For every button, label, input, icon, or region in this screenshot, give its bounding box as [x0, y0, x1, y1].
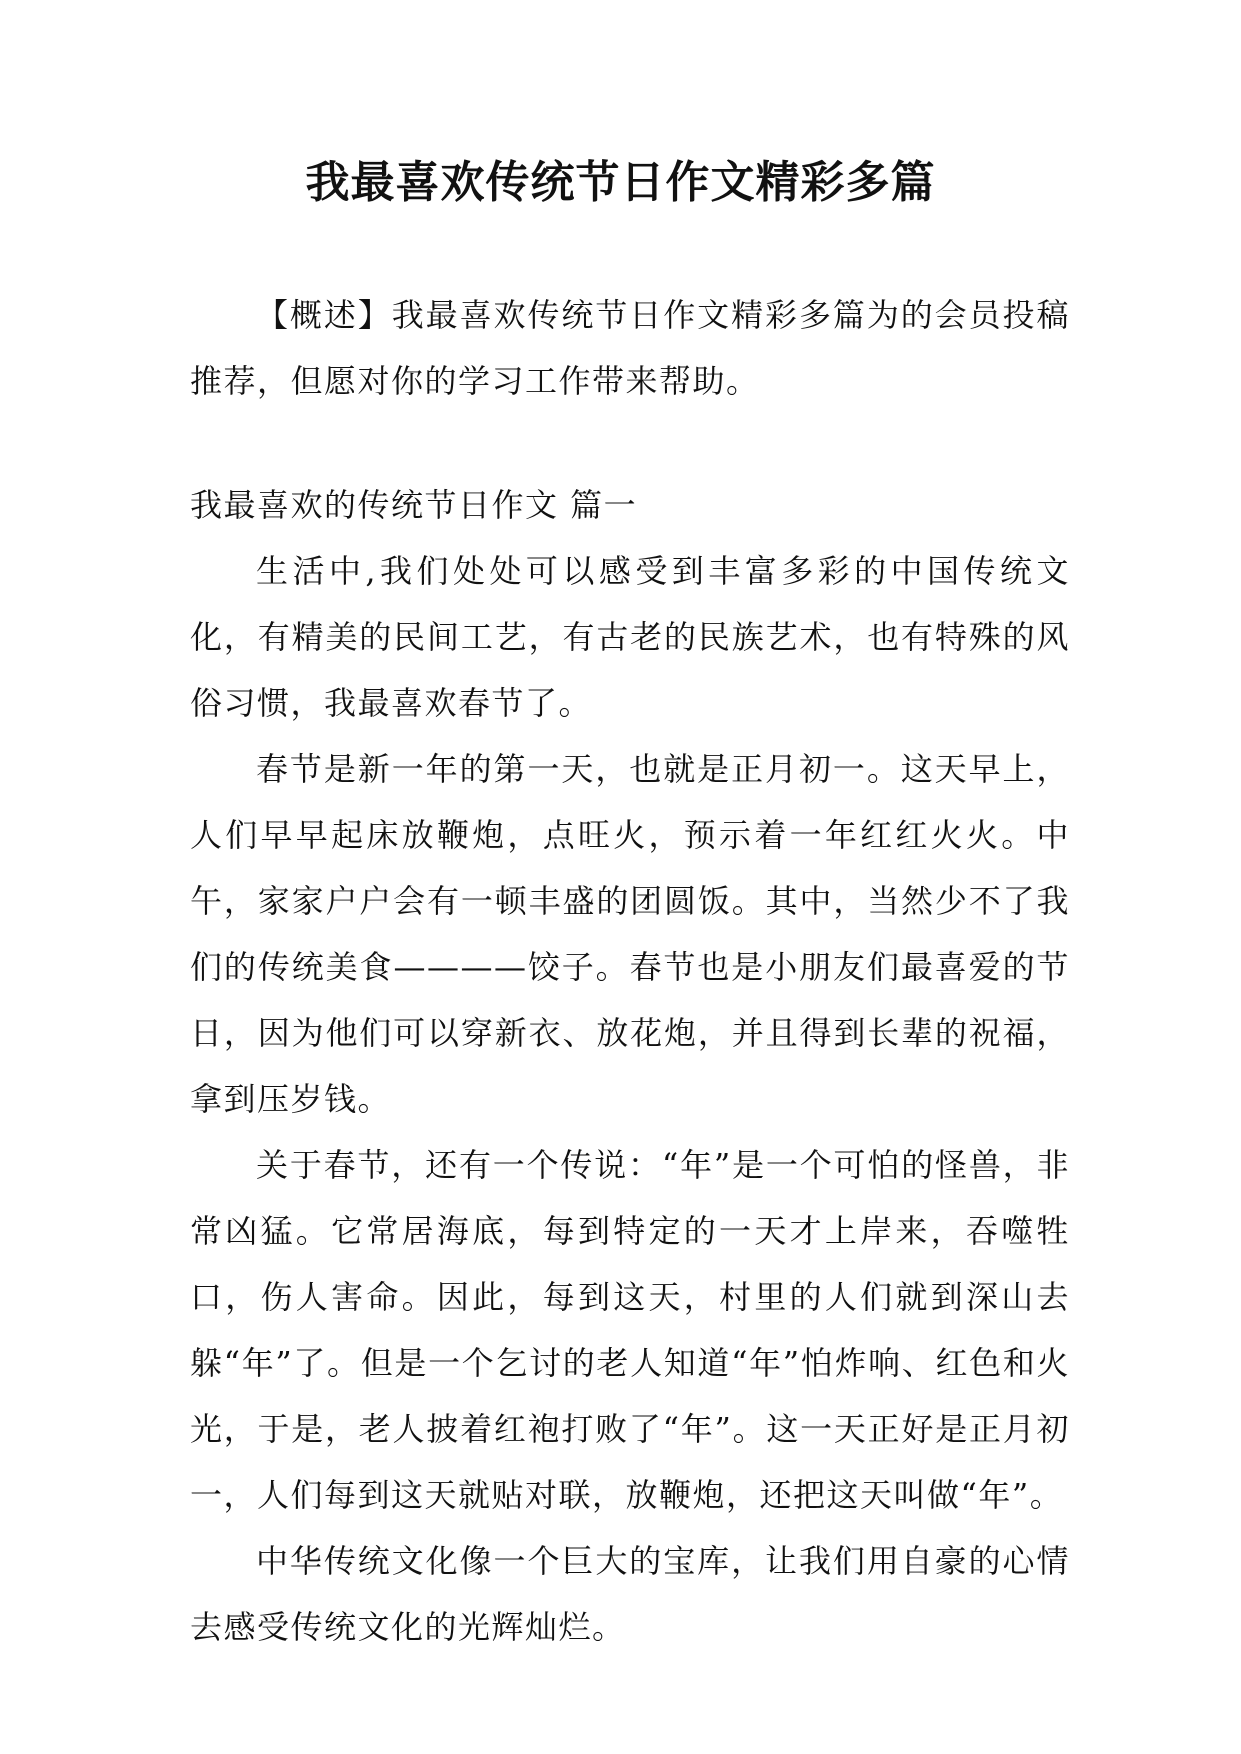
body-paragraph-4: 中华传统文化像一个巨大的宝库，让我们用自豪的心情去感受传统文化的光辉灿烂。 — [190, 1542, 1070, 1646]
body-paragraph-1: 生活中,我们处处可以感受到丰富多彩的中国传统文化，有精美的民间工艺，有古老的民族艺术，也有特殊的风俗习惯，我最喜欢春节了。 — [190, 552, 1070, 722]
document-title: 我最喜欢传统节日作文精彩多篇 — [305, 157, 936, 208]
summary-paragraph: 【概述】我最喜欢传统节日作文精彩多篇为的会员投稿推荐，但愿对你的学习工作带来帮助。 — [190, 296, 1070, 400]
body-paragraph-3: 关于春节，还有一个传说：“年”是一个可怕的怪兽，非常凶猛。它常居海底，每到特定的一天才上岸来，吞噬牲口，伤人害命。因此，每到这天，村里的人们就到深山去躲“年”了。但是一个乞讨的老人知道“年”怕炸响、红色和火光，于是，老人披着红袍打败了“年”。这一天正好是正月初一，人们每到这天就贴对联，放鞭炮，还把这天叫做“年”。 — [190, 1146, 1070, 1514]
body-paragraph-2: 春节是新一年的第一天，也就是正月初一。这天早上，人们早早起床放鞭炮，点旺火，预示着一年红红火火。中午，家家户户会有一顿丰盛的团圆饭。其中，当然少不了我们的传统美食————饺子。春节也是小朋友们最喜爱的节日，因为他们可以穿新衣、放花炮，并且得到长辈的祝福，拿到压岁钱。 — [190, 750, 1070, 1118]
document-body — [190, 282, 1070, 1660]
section-heading: 我最喜欢的传统节日作文 篇一 — [190, 486, 638, 524]
